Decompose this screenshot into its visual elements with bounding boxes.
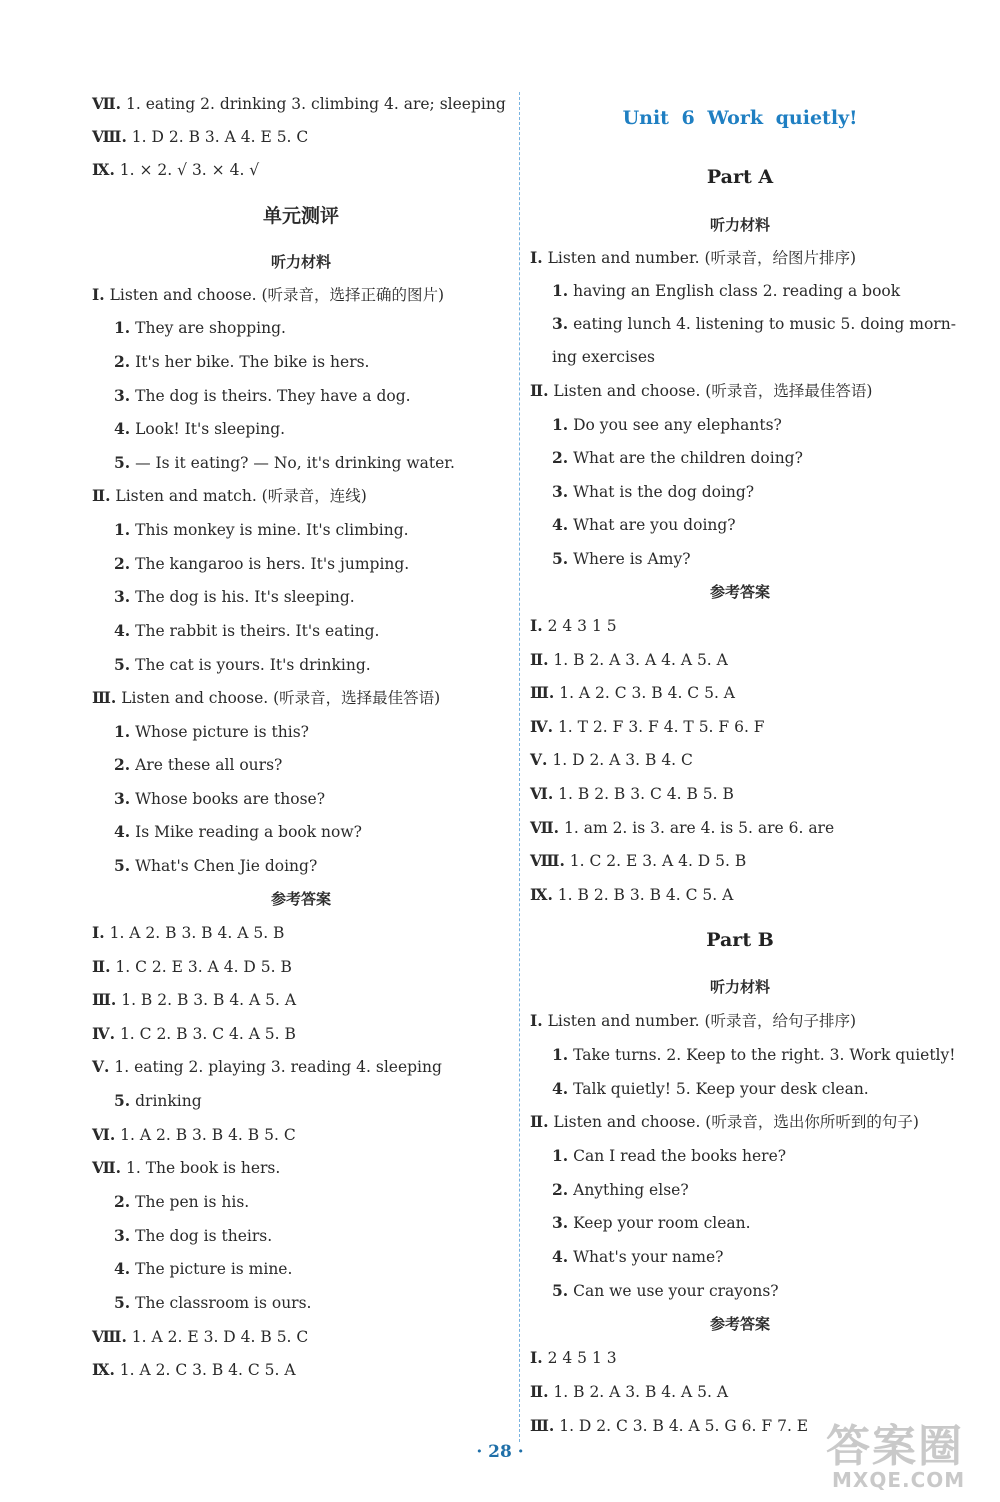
item-number: Ⅶ. [530,818,560,837]
item-number: 3. [114,587,131,606]
text-line [530,818,834,838]
item-number: Ⅲ. [92,688,117,707]
item-text: The cat is yours. It's drinking. [135,656,371,674]
text-line [114,1192,249,1212]
text-line [552,1213,751,1233]
text-line [552,347,655,367]
text-line [552,448,803,468]
text-line [530,683,735,703]
item-text: Can I read the books here? [573,1147,787,1165]
text-line [552,281,900,301]
item-number: Ⅲ. [530,683,555,702]
text-line [114,655,371,675]
item-text: The classroom is ours. [135,1294,312,1312]
item-number: 4. [114,822,131,841]
text-line [114,453,455,473]
text-line [92,1327,308,1347]
item-number: Ⅷ. [92,127,127,146]
item-text: Talk quietly! 5. Keep your desk clean. [573,1080,869,1098]
text-line [552,1180,689,1200]
text-line [114,1259,292,1279]
text-line [552,1281,779,1301]
text-line [552,314,956,334]
item-text: It's her bike. The bike is hers. [135,353,370,371]
section-heading: Part B [706,929,774,951]
item-text: 1. The book is hers. [125,1159,281,1177]
item-text: This monkey is mine. It's climbing. [135,521,409,539]
item-text: Listen and choose. (听录音，选出你所听到的句子) [553,1113,919,1131]
item-number: 5. [114,856,131,875]
item-number: Ⅷ. [92,1327,127,1346]
item-text: The dog is his. It's sleeping. [135,588,355,606]
text-line [92,1024,296,1044]
text-line [114,1226,272,1246]
text-line [552,415,782,435]
text-line [530,381,872,401]
item-text: Are these all ours? [135,756,283,774]
item-text: What's your name? [573,1248,724,1266]
watermark-text: 答案圈 [826,1421,964,1472]
item-text: Where is Amy? [573,550,691,568]
item-number: 5. [114,453,131,472]
item-number: 2. [114,1192,131,1211]
text-line [530,1416,808,1436]
item-number: 5. [114,1293,131,1312]
item-text: Whose books are those? [135,790,326,808]
item-number: Ⅵ. [92,1125,116,1144]
item-text: The dog is theirs. They have a dog. [135,387,411,405]
item-text: 1. A 2. B 3. B 4. B 5. C [120,1126,296,1144]
item-number: Ⅵ. [530,784,554,803]
text-line [114,1293,311,1313]
text-line [114,822,362,842]
text-line [92,486,367,506]
page-number: · 28 · [476,1442,524,1462]
item-number: Ⅸ. [530,885,553,904]
item-text: What is the dog doing? [573,483,755,501]
item-number: 1. [552,1045,569,1064]
text-line [552,549,691,569]
item-text: What are the children doing? [573,449,803,467]
column-divider [519,92,520,1442]
text-line [114,621,379,641]
item-number: Ⅲ. [92,990,117,1009]
item-number: 4. [114,419,131,438]
item-number: 4. [552,1247,569,1266]
item-text: Listen and match. (听录音，连线) [115,487,367,505]
item-text: 1. A 2. C 3. B 4. C 5. A [559,684,736,702]
text-line [530,885,733,905]
item-number: 2. [114,352,131,371]
text-line [530,1011,856,1031]
item-text: 1. am 2. is 3. are 4. is 5. are 6. are [563,819,835,837]
item-text: Do you see any elephants? [573,416,782,434]
item-number: Ⅱ. [530,1112,549,1131]
text-line [92,285,444,305]
item-number: Ⅰ. [530,1348,543,1367]
item-text: The pen is his. [135,1193,250,1211]
item-number: Ⅸ. [92,1360,115,1379]
text-line [530,1382,728,1402]
text-line [114,386,411,406]
text-line [92,1360,296,1380]
item-number: 5. [114,1091,131,1110]
item-number: 5. [114,655,131,674]
item-text: 2 4 3 1 5 [547,617,617,635]
text-line [92,94,506,114]
item-number: 3. [552,314,569,333]
item-number: Ⅱ. [530,650,549,669]
item-number: Ⅶ. [92,1158,122,1177]
text-line [530,248,856,268]
text-line [552,1079,869,1099]
text-line [114,722,309,742]
text-line [92,1057,442,1077]
item-number: Ⅴ. [92,1057,110,1076]
section-heading: 参考答案 [270,890,331,908]
item-text: 1. C 2. E 3. A 4. D 5. B [569,852,747,870]
item-text: The dog is theirs. [135,1227,273,1245]
item-number: 3. [114,789,131,808]
text-line [92,1158,280,1178]
item-text: ing exercises [552,348,656,366]
item-number: Ⅳ. [92,1024,115,1043]
item-text: 1. B 2. A 3. B 4. A 5. A [553,1383,729,1401]
item-text: 2 4 5 1 3 [547,1349,617,1367]
text-line [552,1146,786,1166]
item-text: Whose picture is this? [135,723,309,741]
item-number: Ⅱ. [92,957,111,976]
text-line [114,318,286,338]
item-text: 1. D 2. C 3. B 4. A 5. G 6. F 7. E [559,1417,809,1435]
item-text: Listen and choose. (听录音，选择正确的图片) [109,286,445,304]
text-line [530,1112,919,1132]
item-number: Ⅰ. [530,248,543,267]
watermark-url: MXQE.COM [832,1468,966,1492]
text-line [114,587,355,607]
item-number: 2. [114,554,131,573]
item-text: 1. eating 2. playing 3. reading 4. sleeping [114,1058,442,1076]
item-text: Can we use your crayons? [573,1282,779,1300]
item-text: Keep your room clean. [573,1214,751,1232]
item-number: 4. [114,621,131,640]
item-number: 3. [552,1213,569,1232]
item-number: 1. [552,281,569,300]
item-text: 1. T 2. F 3. F 4. T 5. F 6. F [557,718,765,736]
item-text: 1. B 2. A 3. A 4. A 5. A [553,651,728,669]
item-number: Ⅱ. [530,381,549,400]
item-number: 2. [552,448,569,467]
text-line [552,482,754,502]
item-text: 1. D 2. A 3. B 4. C [552,751,693,769]
item-text: eating lunch 4. listening to music 5. doing morn- [573,315,956,333]
item-text: 1. × 2. √ 3. × 4. √ [119,161,260,179]
text-line [114,419,285,439]
item-number: 1. [114,520,131,539]
item-number: 4. [552,515,569,534]
item-text: 1. C 2. E 3. A 4. D 5. B [115,958,292,976]
item-number: Ⅱ. [530,1382,549,1401]
item-text: 1. eating 2. drinking 3. climbing 4. are; sleeping [125,95,506,113]
section-heading: 听力材料 [709,978,770,996]
item-text: The rabbit is theirs. It's eating. [135,622,380,640]
item-number: Ⅰ. [92,285,105,304]
item-text: — Is it eating? — No, it's drinking water. [135,454,455,472]
item-text: 1. D 2. B 3. A 4. E 5. C [131,128,309,146]
item-text: 1. A 2. B 3. B 4. A 5. B [109,924,285,942]
item-number: Ⅴ. [530,750,548,769]
item-number: 2. [114,755,131,774]
text-line [114,789,325,809]
text-line [114,755,282,775]
text-line [530,1348,617,1368]
watermark-logo [806,1402,996,1498]
text-line [552,515,736,535]
text-line [92,923,284,943]
text-line [552,1247,723,1267]
item-text: 1. C 2. B 3. C 4. A 5. B [119,1025,296,1043]
section-heading: 听力材料 [709,216,770,234]
text-line [114,856,317,876]
item-number: 1. [552,415,569,434]
item-number: Ⅰ. [530,1011,543,1030]
section-heading: 参考答案 [709,1315,770,1333]
text-line [114,520,409,540]
text-line [114,554,409,574]
item-text: Listen and choose. (听录音，选择最佳答语) [553,382,873,400]
item-text: Listen and number. (听录音，给句子排序) [547,1012,857,1030]
item-text: Take turns. 2. Keep to the right. 3. Work quietly! [573,1046,956,1064]
item-number: Ⅰ. [530,616,543,635]
item-number: 5. [552,549,569,568]
text-line [530,717,765,737]
item-number: 4. [114,1259,131,1278]
section-heading: 听力材料 [270,253,331,271]
item-text: Listen and choose. (听录音，选择最佳答语) [121,689,441,707]
text-line [530,650,728,670]
item-number: 1. [552,1146,569,1165]
item-number: Ⅳ. [530,717,553,736]
text-line [114,352,370,372]
item-text: The picture is mine. [135,1260,293,1278]
text-line [530,784,734,804]
section-heading: Part A [706,166,774,188]
item-number: 4. [552,1079,569,1098]
text-line [92,127,308,147]
item-text: 1. A 2. E 3. D 4. B 5. C [131,1328,309,1346]
text-line [530,851,746,871]
text-line [114,1091,202,1111]
item-text: having an English class 2. reading a book [573,282,901,300]
text-line [92,160,259,180]
section-heading: 单元测评 [262,205,339,227]
text-line [530,750,693,770]
item-number: Ⅲ. [530,1416,555,1435]
text-line [552,1045,956,1065]
text-line [530,616,617,636]
item-number: Ⅰ. [92,923,105,942]
section-heading: 参考答案 [709,583,770,601]
text-line [92,990,296,1010]
item-number: 2. [552,1180,569,1199]
item-text: The kangaroo is hers. It's jumping. [135,555,410,573]
item-text: Look! It's sleeping. [135,420,286,438]
item-number: Ⅱ. [92,486,111,505]
item-text: Anything else? [573,1181,689,1199]
text-line [92,688,440,708]
item-text: Listen and number. (听录音，给图片排序) [547,249,857,267]
item-number: 3. [114,386,131,405]
item-text: Is Mike reading a book now? [135,823,362,841]
item-number: 3. [114,1226,131,1245]
item-number: 3. [552,482,569,501]
item-text: 1. B 2. B 3. B 4. A 5. A [121,991,297,1009]
item-text: drinking [135,1092,202,1110]
item-number: Ⅶ. [92,94,122,113]
item-number: Ⅸ. [92,160,115,179]
section-heading: Unit 6 Work quietly! [622,107,858,129]
item-text: 1. B 2. B 3. C 4. B 5. B [558,785,734,803]
item-number: 1. [114,722,131,741]
item-text: They are shopping. [135,319,286,337]
item-text: 1. B 2. B 3. B 4. C 5. A [557,886,734,904]
item-text: What's Chen Jie doing? [135,857,318,875]
item-number: 1. [114,318,131,337]
text-line [92,1125,296,1145]
item-text: What are you doing? [573,516,736,534]
text-line [92,957,292,977]
item-number: 5. [552,1281,569,1300]
item-text: 1. A 2. C 3. B 4. C 5. A [119,1361,296,1379]
item-number: Ⅷ. [530,851,565,870]
